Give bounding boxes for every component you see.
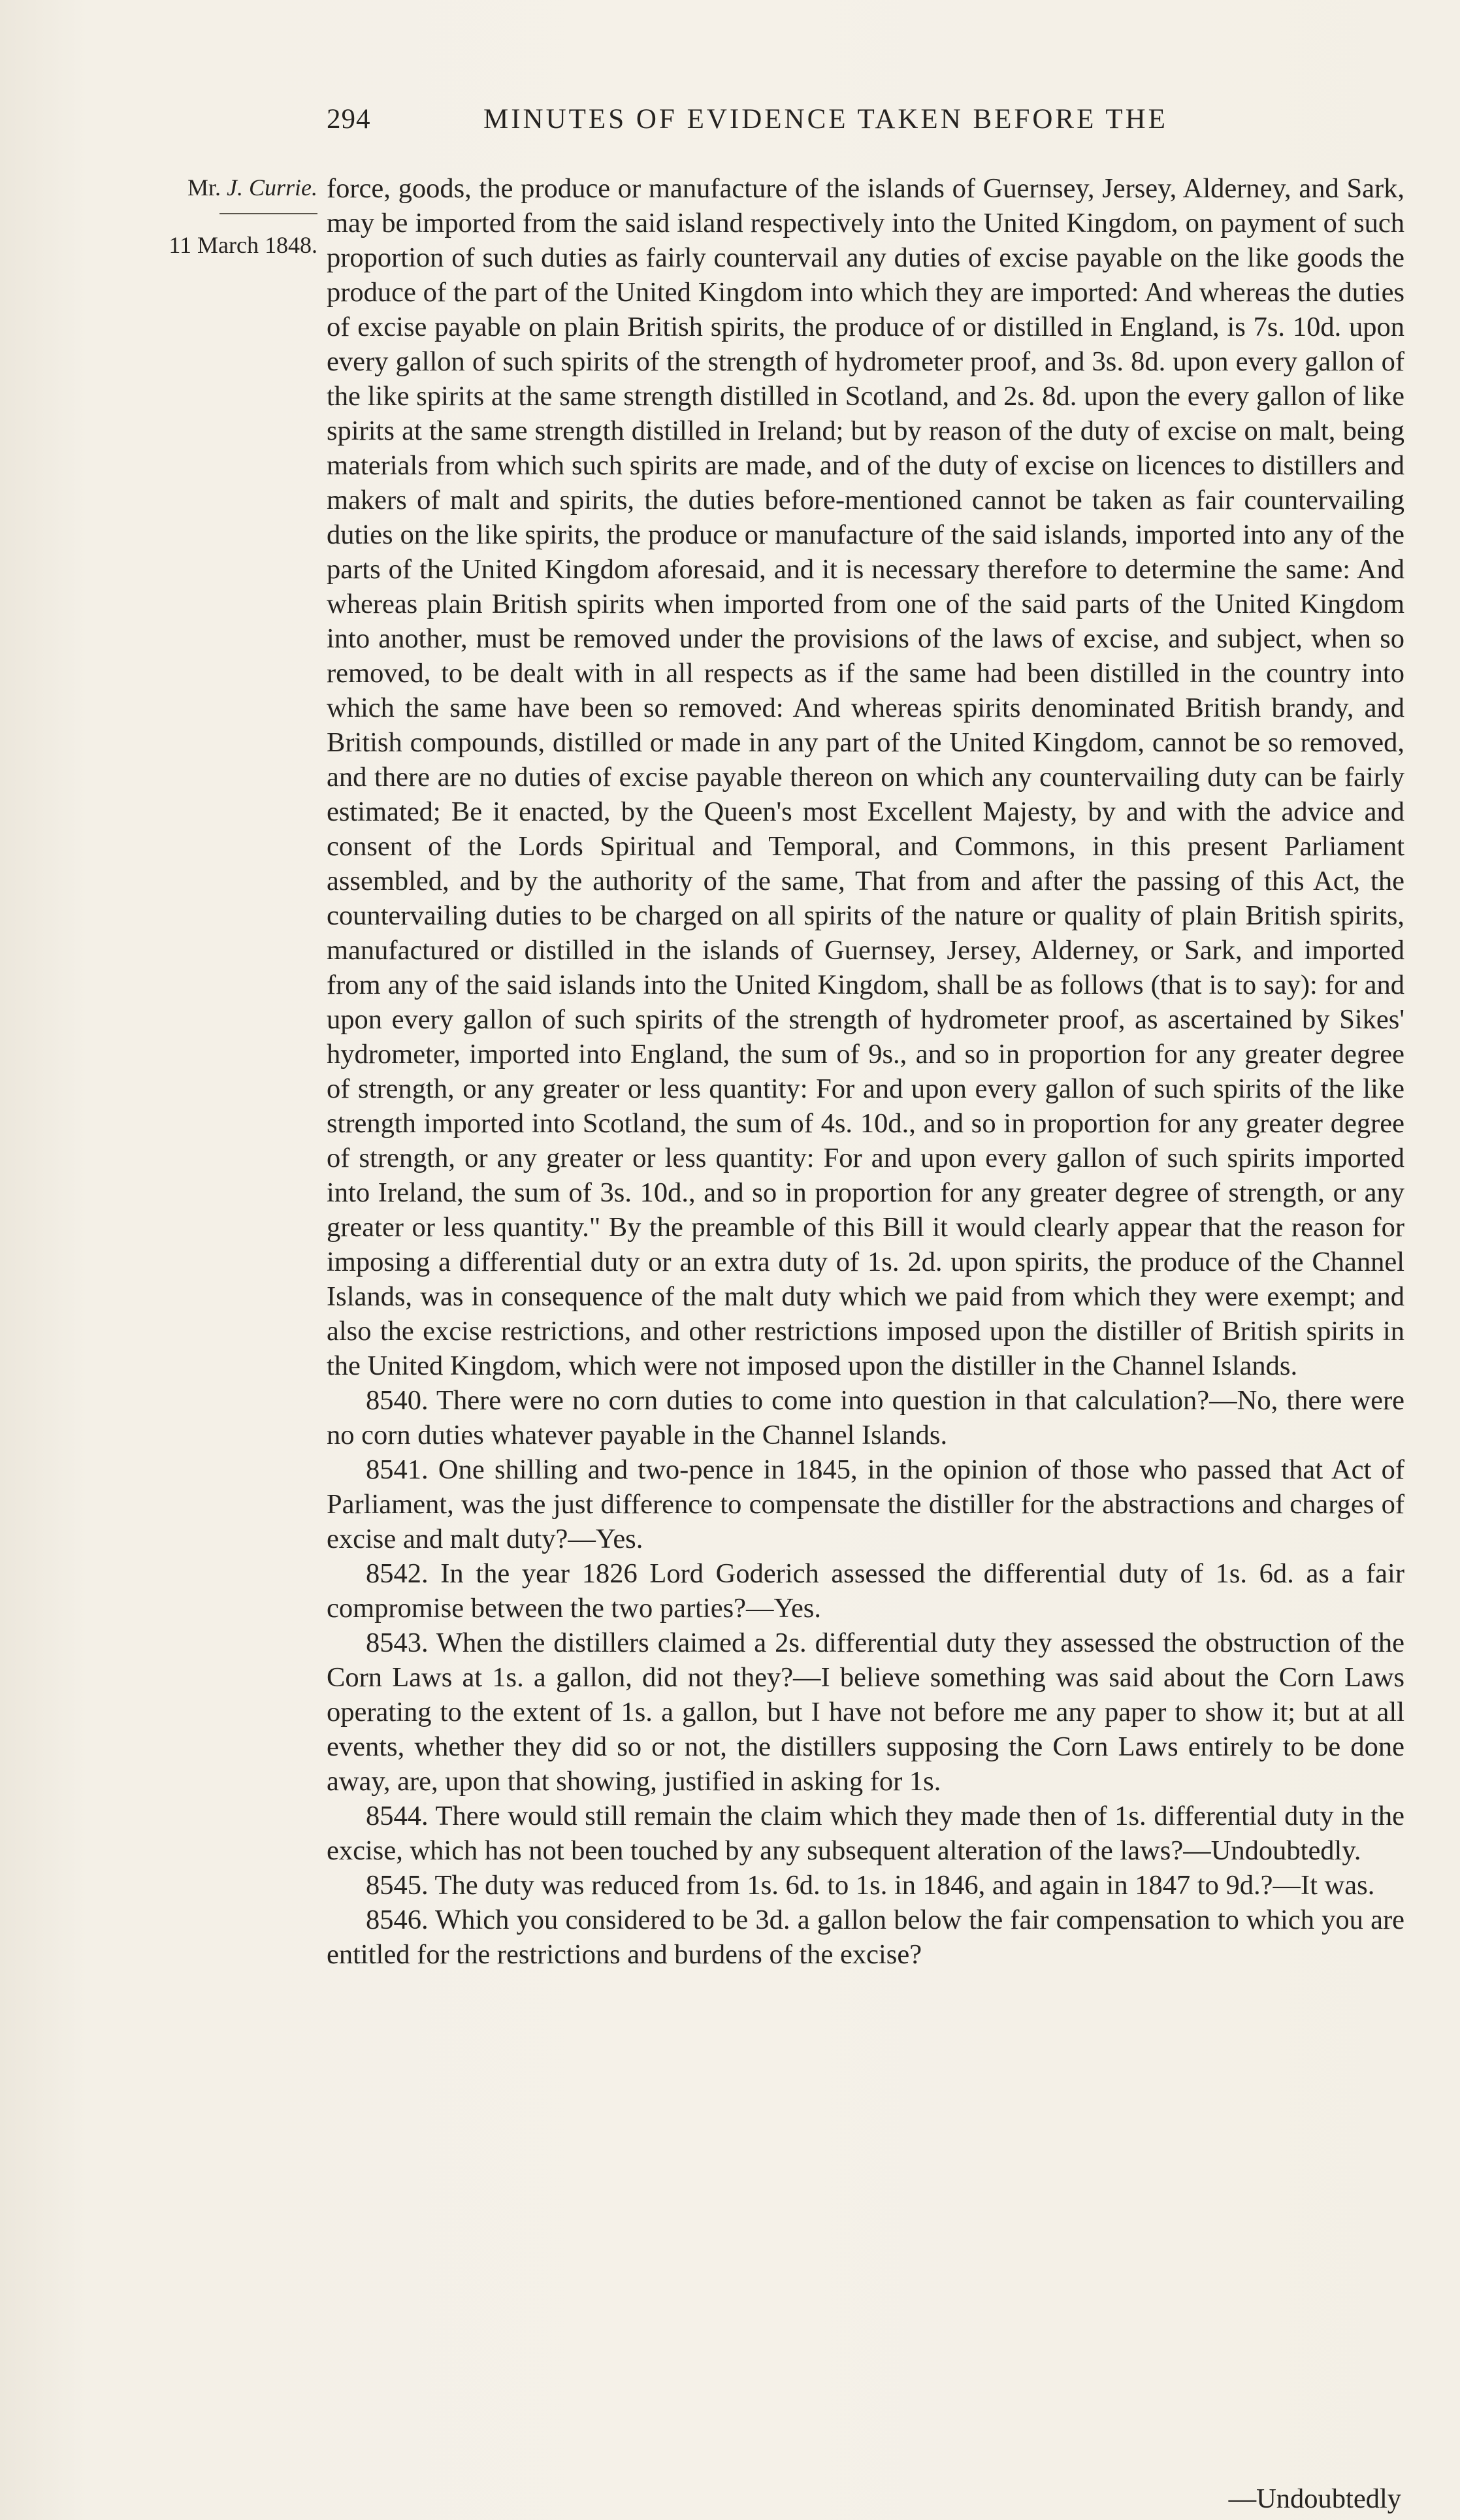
evidence-date: 11 March 1848. <box>169 232 317 259</box>
page-header <box>327 103 1404 155</box>
question-8544: 8544. There would still remain the claim which they made then of 1s. differential duty in the excise, which has not been touched by any subsequent alteration of the laws?—Undoubtedly. <box>327 1801 1404 1866</box>
witness-prefix: Mr. <box>187 174 221 201</box>
running-head: MINUTES OF EVIDENCE TAKEN BEFORE THE <box>483 104 1168 135</box>
question-8545: 8545. The duty was reduced from 1s. 6d. to 1s. in 1846, and again in 1847 to 9d.?—It was. <box>366 1870 1375 1901</box>
question-8540: 8540. There were no corn duties to come into question in that calculation?—No, there were no corn duties whatever payable in the Channel Islands. <box>327 1385 1404 1450</box>
page-number: 294 <box>327 104 371 135</box>
margin-rule <box>219 213 317 214</box>
act-preamble-paragraph: force, goods, the produce or manufacture of the islands of Guernsey, Jersey, Alderney, and Sark, may be imported from the said island respectively into the United Kingdom, on payment of such proportion of such duties as fairly countervail any duties of excise payable on the like goods the produce of the part of the United Kingdom into which they are imported: And whereas the duties of excise payable on plain British spirits, the produce of or distilled in England, is 7s. 10d. upon every gallon of such spirits of the strength of hydrometer proof, and 3s. 8d. upon every gallon of the like spirits at the same strength distilled in Scotland, and 2s. 8d. upon the every gallon of like spirits at the same strength distilled in Ireland; but by reason of the duty of excise on malt, being materials from which such spirits are made, and of the duty of excise on licences to distillers and makers of malt and spirits, the duties before-mentioned cannot be taken as fair countervailing duties on the like spirits, the produce or manufacture of the said islands, imported into any of the parts of the United Kingdom aforesaid, and it is necessary therefore to determine the same: And whereas plain British spirits when imported from one of the said parts of the United Kingdom into another, must be removed under the provisions of the laws of excise, and subject, when so removed, to be dealt with in all respects as if the same had been distilled in the country into which the same have been so removed: And whereas spirits denominated British brandy, and British compounds, distilled or made in any part of the United Kingdom, cannot be so removed, and there are no duties of excise payable thereon on which any countervailing duty can be fairly estimated; Be it enacted, by the Queen's most Excellent Majesty, by and with the advice and consent of the Lords Spiritual and Temporal, and Commons, in this present Parliament assembled, and by the authority of the same, That from and after the passing of this Act, the countervailing duties to be charged on all spirits of the nature or quality of plain British spirits, manufactured or distilled in the islands of Guernsey, Jersey, Alderney, or Sark, and imported from any of the said islands into the United Kingdom, shall be as follows (that is to say): for and upon every gallon of such spirits of the strength of hydrometer proof, as ascertained by Sikes' hydrometer, imported into England, the sum of 9s., and so in proportion for any greater degree of strength, or any greater or less quantity: For and upon every gallon of such spirits of the like strength imported into Scotland, the sum of 4s. 10d., and so in proportion for any greater degree of strength, or any greater or less quantity: For and upon every gallon of such spirits imported into Ireland, the sum of 3s. 10d., and so in proportion for any greater degree of strength, or any greater or less quantity." By the preamble of this Bill it would clearly appear that the reason for imposing a differential duty or an extra duty of 1s. 2d. upon spirits, the produce of the Channel Islands, was in consequence of the malt duty which we paid from which they were exempt; and also the excise restrictions, and other restrictions imposed upon the distiller of British spirits in the United Kingdom, which were not imposed upon the distiller in the Channel Islands. <box>327 173 1404 1381</box>
body-text <box>327 171 1404 1972</box>
question-8546: 8546. Which you considered to be 3d. a gallon below the fair compensation to which you are entitled for the restrictions and burdens of the excise? <box>327 1905 1404 1970</box>
margin-notes <box>123 171 325 262</box>
question-8541: 8541. One shilling and two-pence in 1845, in the opinion of those who passed that Act of Parliament, was the just difference to compensate the distiller for the abstractions and charges of excise and malt duty?—Yes. <box>327 1454 1404 1554</box>
question-8543: 8543. When the distillers claimed a 2s. differential duty they assessed the obstruction of the Corn Laws at 1s. a gallon, did not they?—I believe something was said about the Corn Laws operating to the extent of 1s. a gallon, but I have not before me any paper to show it; but at all events, whether they did so or not, the distillers supposing the Corn Laws entirely to be done away, are, upon that showing, justified in asking for 1s. <box>327 1628 1404 1797</box>
catchword: —Undoubtedly <box>1228 2483 1401 2514</box>
question-8542: 8542. In the year 1826 Lord Goderich assessed the differential duty of 1s. 6d. as a fair compromise between the two parties?—Yes. <box>327 1558 1404 1624</box>
witness-note <box>123 171 325 204</box>
witness-name: J. Currie. <box>227 174 317 201</box>
